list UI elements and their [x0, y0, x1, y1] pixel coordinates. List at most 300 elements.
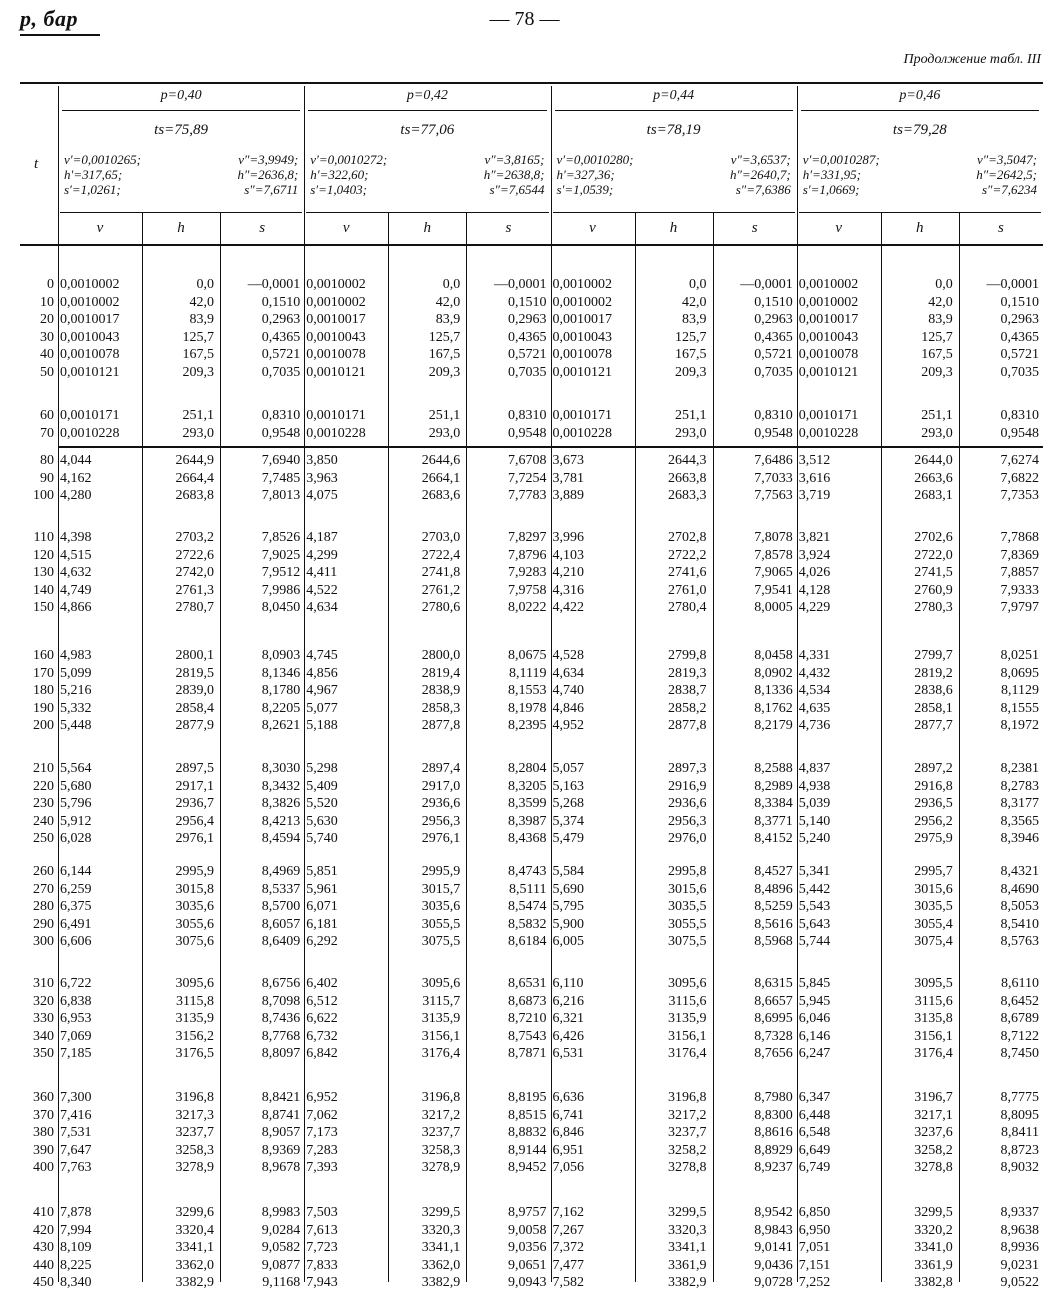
cell-v: 0,0010171	[306, 408, 366, 423]
cell-s: 8,7098	[261, 993, 301, 1009]
group-saturation-rule	[799, 212, 1041, 213]
cell-h: 2722,0	[914, 547, 953, 563]
cell-s: 7,8578	[754, 547, 793, 563]
column-header-v: v	[342, 220, 350, 236]
cell-h: 2976,1	[421, 831, 461, 846]
cell-v: 6,749	[798, 1160, 831, 1175]
cell-v: 4,736	[798, 718, 831, 733]
cell-v: 4,299	[306, 547, 338, 563]
cell-s: 8,5410	[1000, 916, 1039, 932]
cell-s: 0,8310	[508, 408, 547, 423]
cell-h: 83,9	[435, 312, 461, 327]
cell-h: 3075,5	[421, 934, 461, 949]
cell-v: 7,056	[552, 1160, 584, 1175]
cell-v: 8,109	[60, 1240, 92, 1255]
cell-h: 2683,8	[175, 488, 214, 503]
cell-h: 2995,7	[914, 864, 953, 879]
cell-h: 2663,8	[668, 470, 707, 486]
cell-h: 3176,4	[668, 1046, 707, 1061]
cell-v: 5,374	[552, 813, 584, 829]
row-temperature: 360	[33, 1090, 54, 1105]
cell-v: 7,723	[306, 1240, 338, 1255]
cell-v: 4,103	[552, 547, 584, 563]
cell-h: 209,3	[675, 364, 707, 380]
cell-h: 2936,6	[668, 796, 707, 811]
cell-h: 3320,3	[421, 1222, 461, 1238]
cell-s: 8,6452	[1000, 993, 1039, 1009]
cell-h: 3055,5	[421, 916, 461, 932]
cell-s: 9,0522	[1000, 1275, 1039, 1290]
cell-h: 2663,6	[914, 470, 953, 486]
cell-h: 3115,8	[176, 993, 214, 1009]
cell-v: 5,341	[798, 864, 831, 879]
cell-v: 6,722	[60, 976, 92, 991]
saturation-value: h″=2640,7;	[729, 167, 791, 182]
cell-h: 2936,7	[175, 796, 214, 811]
cell-v: 6,838	[60, 993, 92, 1009]
cell-h: 3075,4	[914, 934, 953, 949]
cell-s: 8,9678	[261, 1160, 301, 1175]
saturation-value: v′=0,0010280;	[556, 152, 634, 167]
cell-v: 6,292	[306, 934, 338, 949]
cell-s: —0,0001	[247, 277, 301, 292]
cell-s: 7,9283	[508, 565, 547, 580]
cell-v: 4,515	[60, 547, 92, 563]
cell-h: 3176,4	[421, 1046, 461, 1061]
cell-v: 7,416	[60, 1107, 92, 1123]
cell-s: 0,2963	[261, 312, 301, 327]
column-header-v: v	[589, 220, 596, 236]
row-temperature: 430	[33, 1240, 54, 1255]
corner-label: p, бар	[20, 6, 78, 31]
cell-h: 2995,9	[421, 864, 461, 879]
cell-h: 3341,1	[421, 1240, 461, 1255]
cell-v: 5,268	[552, 796, 584, 811]
cell-h: 2722,6	[175, 547, 214, 563]
row-temperature: 130	[33, 565, 54, 580]
cell-h: 209,3	[182, 364, 214, 380]
cell-v: 5,520	[306, 796, 338, 811]
cell-s: 0,1510	[508, 294, 547, 310]
cell-h: 251,1	[675, 408, 707, 423]
cell-h: 2780,6	[421, 600, 461, 615]
row-temperature: 300	[33, 934, 54, 949]
cell-s: 9,0436	[754, 1257, 793, 1273]
cell-h: 2800,0	[421, 648, 461, 663]
cell-h: 2936,5	[914, 796, 953, 811]
cell-h: 2956,4	[175, 813, 214, 829]
group-saturation-temp: ts=77,06	[400, 122, 455, 138]
cell-s: 0,4365	[508, 329, 547, 345]
cell-v: 0,0010002	[60, 277, 120, 292]
group-pressure-rule	[801, 110, 1039, 111]
cell-v: 4,528	[552, 648, 584, 663]
row-temperature: 350	[33, 1046, 54, 1061]
cell-v: 0,0010017	[60, 312, 120, 327]
cell-s: 0,8310	[261, 408, 301, 423]
cell-v: 6,636	[552, 1090, 584, 1105]
cell-h: 2839,0	[175, 683, 214, 698]
cell-s: 8,5474	[508, 899, 547, 914]
cell-h: 2976,0	[668, 831, 707, 846]
group-saturation-block	[64, 152, 298, 200]
cell-v: 7,503	[306, 1205, 338, 1220]
cell-v: 7,069	[60, 1028, 92, 1044]
row-temperature: 100	[33, 488, 54, 503]
cell-s: 0,1510	[754, 294, 793, 310]
cell-v: 4,187	[306, 530, 338, 545]
cell-v: 4,534	[798, 683, 831, 698]
saturation-value: v″=3,9949;	[238, 152, 299, 167]
cell-s: 8,9983	[261, 1205, 301, 1220]
cell-v: 3,889	[552, 488, 584, 503]
cell-v: 5,630	[306, 813, 338, 829]
cell-s: 8,4594	[261, 831, 301, 846]
cell-s: 8,4213	[261, 813, 301, 829]
cell-v: 0,0010017	[306, 312, 366, 327]
cell-s: 8,8741	[261, 1107, 301, 1123]
cell-s: 0,7035	[508, 364, 547, 380]
saturation-value: s′=1,0539;	[556, 182, 614, 197]
cell-h: 2936,6	[421, 796, 461, 811]
row-temperature: 440	[33, 1257, 54, 1273]
cell-h: 3299,5	[914, 1205, 953, 1220]
cell-h: 167,5	[182, 347, 214, 362]
cell-s: 8,2989	[754, 778, 793, 794]
cell-v: 4,331	[798, 648, 831, 663]
cell-h: 2897,5	[175, 761, 214, 776]
cell-s: 8,1978	[508, 700, 547, 716]
header-bottom-rule	[20, 244, 1043, 246]
cell-v: 4,398	[60, 530, 92, 545]
cell-s: 7,8369	[1000, 547, 1039, 563]
cell-v: 5,298	[306, 761, 338, 776]
cell-s: 0,8310	[754, 408, 793, 423]
cell-v: 5,744	[798, 934, 831, 949]
cell-v: 0,0010228	[552, 425, 612, 441]
cell-h: 2858,2	[668, 700, 707, 716]
cell-h: 3196,7	[914, 1090, 953, 1105]
cell-s: 8,9757	[508, 1205, 547, 1220]
cell-h: 3237,6	[914, 1125, 953, 1140]
row-temperature: 80	[40, 453, 54, 468]
cell-v: 0,0010002	[798, 277, 859, 292]
cell-h: 0,0	[689, 277, 707, 292]
cell-h: 2917,1	[175, 778, 214, 794]
row-temperature: 290	[33, 916, 54, 932]
saturation-value: v″=3,8165;	[484, 152, 545, 167]
cell-v: 5,740	[306, 831, 338, 846]
cell-v: 6,144	[60, 864, 92, 879]
cell-s: 8,3565	[1000, 813, 1039, 829]
saturation-value: h″=2638,8;	[483, 167, 545, 182]
cell-s: 8,8616	[754, 1125, 793, 1140]
cell-s: 0,7035	[1000, 364, 1039, 380]
cell-s: 0,8310	[1000, 408, 1039, 423]
cell-v: 4,634	[552, 665, 584, 681]
group-saturation-temp: ts=78,19	[646, 122, 701, 138]
row-temperature: 340	[33, 1028, 54, 1044]
cell-s: 8,9542	[754, 1205, 793, 1220]
cell-v: 7,393	[306, 1160, 338, 1175]
cell-v: 6,028	[60, 831, 92, 846]
cell-s: 8,2205	[261, 700, 301, 716]
cell-v: 6,842	[306, 1046, 338, 1061]
cell-v: 5,240	[798, 831, 831, 846]
cell-h: 2956,3	[421, 813, 461, 829]
group-divider	[304, 86, 305, 1282]
cell-h: 3382,9	[175, 1275, 214, 1290]
cell-s: 8,0222	[508, 600, 547, 615]
cell-s: 9,0058	[508, 1222, 547, 1238]
cell-h: 2858,3	[421, 700, 461, 716]
row-temperature: 210	[33, 761, 54, 776]
cell-s: 7,8078	[754, 530, 793, 545]
cell-v: 0,0010002	[60, 294, 120, 310]
cell-s: 8,9337	[1000, 1205, 1039, 1220]
cell-h: 3015,7	[421, 881, 461, 897]
cell-h: 0,0	[935, 277, 953, 292]
cell-h: 3341,0	[914, 1240, 953, 1255]
cell-s: 8,6409	[261, 934, 301, 949]
row-temperature: 420	[33, 1222, 54, 1238]
cell-h: 3258,3	[421, 1142, 461, 1158]
cell-s: —0,0001	[494, 277, 547, 292]
cell-h: 2683,3	[668, 488, 707, 503]
cell-v: 0,0010121	[552, 364, 612, 380]
cell-s: 8,5763	[1000, 934, 1039, 949]
cell-v: 0,0010043	[60, 329, 120, 345]
cell-v: 7,531	[60, 1125, 92, 1140]
row-temperature: 10	[40, 294, 54, 310]
cell-v: 0,0010043	[552, 329, 612, 345]
cell-s: 8,3599	[508, 796, 547, 811]
cell-h: 167,5	[428, 347, 461, 362]
cell-h: 2858,1	[914, 700, 953, 716]
cell-h: 3237,7	[175, 1125, 214, 1140]
cell-s: 8,4743	[508, 864, 547, 879]
cell-v: 3,719	[798, 488, 831, 503]
cell-h: 209,3	[921, 364, 953, 380]
cell-h: 2780,7	[175, 600, 214, 615]
cell-s: 8,9638	[1000, 1222, 1039, 1238]
cell-s: 9,0141	[754, 1240, 793, 1255]
cell-s: 8,8195	[508, 1090, 547, 1105]
cell-v: 5,851	[306, 864, 338, 879]
cell-v: 5,643	[798, 916, 831, 932]
group-saturation-block	[310, 152, 544, 200]
row-temperature: 320	[33, 993, 54, 1009]
cell-v: 7,582	[552, 1275, 584, 1290]
cell-s: 8,8421	[261, 1090, 301, 1105]
row-temperature: 60	[40, 408, 54, 423]
cell-s: 8,0005	[754, 600, 793, 615]
cell-s: 8,5337	[261, 881, 301, 897]
cell-v: 5,945	[798, 993, 831, 1009]
cell-v: 5,690	[552, 881, 584, 897]
cell-v: 3,616	[798, 470, 831, 486]
cell-s: 0,2963	[754, 312, 793, 327]
cell-v: 7,372	[552, 1240, 584, 1255]
cell-h: 3320,3	[668, 1222, 707, 1238]
cell-h: 2761,2	[421, 582, 461, 598]
row-temperature: 450	[33, 1275, 54, 1290]
cell-h: 2838,6	[914, 683, 953, 698]
cell-v: 5,912	[60, 813, 92, 829]
cell-h: 2722,2	[668, 547, 707, 563]
cell-h: 2877,7	[914, 718, 953, 733]
cell-v: 4,026	[798, 565, 831, 580]
cell-s: 8,6184	[508, 934, 547, 949]
cell-s: 8,4321	[1000, 864, 1039, 879]
cell-s: 0,7035	[754, 364, 793, 380]
cell-s: 9,0231	[1000, 1257, 1039, 1273]
cell-v: 6,606	[60, 934, 92, 949]
cell-h: 83,9	[682, 312, 707, 327]
cell-v: 4,632	[60, 565, 92, 580]
cell-s: 7,6486	[754, 453, 793, 468]
cell-v: 6,741	[552, 1107, 584, 1123]
cell-h: 3258,3	[175, 1142, 214, 1158]
cell-h: 3135,8	[914, 1011, 953, 1026]
cell-h: 2917,0	[421, 778, 461, 794]
cell-s: 8,0675	[508, 648, 547, 663]
cell-s: 8,7775	[1000, 1090, 1039, 1105]
cell-s: 8,0251	[1000, 648, 1039, 663]
cell-s: 8,5259	[754, 899, 793, 914]
cell-v: 7,162	[552, 1205, 584, 1220]
group-pressure-label: p=0,46	[899, 88, 941, 103]
cell-v: 6,402	[306, 976, 338, 991]
column-header-s: s	[997, 220, 1004, 236]
saturation-value: h′=317,65;	[64, 167, 123, 182]
row-temperature: 150	[33, 600, 54, 615]
cell-s: 8,0903	[261, 648, 301, 663]
cell-v: 6,548	[798, 1125, 831, 1140]
cell-s: 8,3177	[1000, 796, 1039, 811]
cell-h: 2877,8	[668, 718, 707, 733]
cell-h: 3299,5	[421, 1205, 461, 1220]
cell-s: 8,6789	[1000, 1011, 1039, 1026]
cell-v: 0,0010228	[60, 425, 120, 441]
cell-h: 2741,8	[421, 565, 461, 580]
row-temperature: 70	[40, 425, 54, 441]
cell-h: 293,0	[675, 425, 707, 441]
cell-h: 3217,1	[914, 1107, 953, 1123]
cell-h: 2741,5	[914, 565, 953, 580]
cell-v: 6,850	[798, 1205, 831, 1220]
cell-v: 4,866	[60, 600, 92, 615]
cell-s: 8,8095	[1000, 1107, 1039, 1123]
cell-h: 2956,2	[914, 813, 953, 829]
cell-h: 2683,1	[914, 488, 953, 503]
cell-s: 7,8796	[508, 547, 547, 563]
cell-s: 8,1129	[1001, 683, 1039, 698]
cell-v: 0,0010228	[798, 425, 859, 441]
cell-v: 5,961	[306, 881, 338, 897]
cell-s: 8,6531	[508, 976, 547, 991]
cell-h: 2819,2	[914, 665, 953, 681]
cell-h: 293,0	[428, 425, 461, 441]
cell-v: 7,173	[306, 1125, 338, 1140]
cell-s: 0,9548	[261, 425, 301, 441]
saturation-value: s″=7,6711	[244, 182, 299, 197]
cell-h: 2703,0	[421, 530, 461, 545]
cell-s: 7,8013	[261, 488, 301, 503]
group-divider	[551, 86, 552, 1282]
cell-v: 6,732	[306, 1028, 338, 1044]
cell-h: 3135,9	[175, 1011, 214, 1026]
cell-v: 4,162	[60, 470, 92, 486]
cell-h: 2761,3	[175, 582, 214, 598]
cell-h: 2760,9	[914, 582, 953, 598]
cell-h: 2995,8	[668, 864, 707, 879]
cell-s: 8,9452	[508, 1160, 547, 1175]
cell-h: 3095,6	[421, 976, 461, 991]
cell-v: 4,938	[798, 778, 831, 794]
cell-v: 6,512	[306, 993, 338, 1009]
cell-v: 0,0010078	[306, 347, 366, 362]
row-temperature: 30	[40, 329, 54, 345]
group-saturation-temp: ts=75,89	[154, 122, 209, 138]
row-temperature: 140	[33, 582, 54, 598]
cell-v: 6,952	[306, 1090, 338, 1105]
cell-s: 7,9333	[1000, 582, 1039, 598]
saturation-value: h′=331,95;	[802, 167, 861, 182]
column-header-s: s	[505, 220, 512, 236]
row-temperature: 260	[33, 864, 54, 879]
cell-s: 8,4368	[508, 831, 547, 846]
corner-label-underline	[20, 34, 100, 36]
cell-s: 7,6940	[261, 453, 301, 468]
cell-v: 3,996	[552, 530, 584, 545]
cell-h: 2742,0	[175, 565, 214, 580]
cell-s: 7,7868	[1000, 530, 1039, 545]
cell-h: 3196,8	[668, 1090, 707, 1105]
row-temperature: 0	[47, 277, 54, 292]
cell-h: 2703,2	[175, 530, 214, 545]
cell-h: 251,1	[921, 408, 953, 423]
cell-s: —0,0001	[740, 277, 793, 292]
cell-h: 83,9	[189, 312, 214, 327]
cell-s: 7,8297	[508, 530, 547, 545]
cell-s: 8,9057	[261, 1125, 301, 1140]
cell-h: 3217,2	[668, 1107, 707, 1123]
row-temperature: 160	[33, 648, 54, 663]
saturation-value: s″=7,6234	[982, 182, 1037, 197]
cell-v: 6,622	[306, 1011, 338, 1026]
cell-v: 5,216	[60, 683, 92, 698]
cell-s: 0,2963	[508, 312, 547, 327]
cell-v: 7,763	[60, 1160, 92, 1175]
cell-v: 0,0010121	[306, 364, 366, 380]
cell-v: 7,300	[60, 1090, 92, 1105]
cell-v: 5,409	[306, 778, 338, 794]
cell-s: 7,6708	[508, 453, 547, 468]
cell-s: 8,2395	[508, 718, 547, 733]
cell-s: 7,8526	[261, 530, 301, 545]
cell-h: 2780,4	[668, 600, 707, 615]
cell-h: 293,0	[921, 425, 953, 441]
cell-v: 6,950	[798, 1222, 831, 1238]
cell-h: 3095,6	[175, 976, 214, 991]
cell-s: 8,6315	[754, 976, 793, 991]
cell-s: 8,3030	[261, 761, 301, 776]
row-temperature: 400	[33, 1160, 54, 1175]
cell-h: 3156,1	[668, 1028, 707, 1044]
row-temperature: 280	[33, 899, 54, 914]
cell-s: 8,4152	[754, 831, 793, 846]
